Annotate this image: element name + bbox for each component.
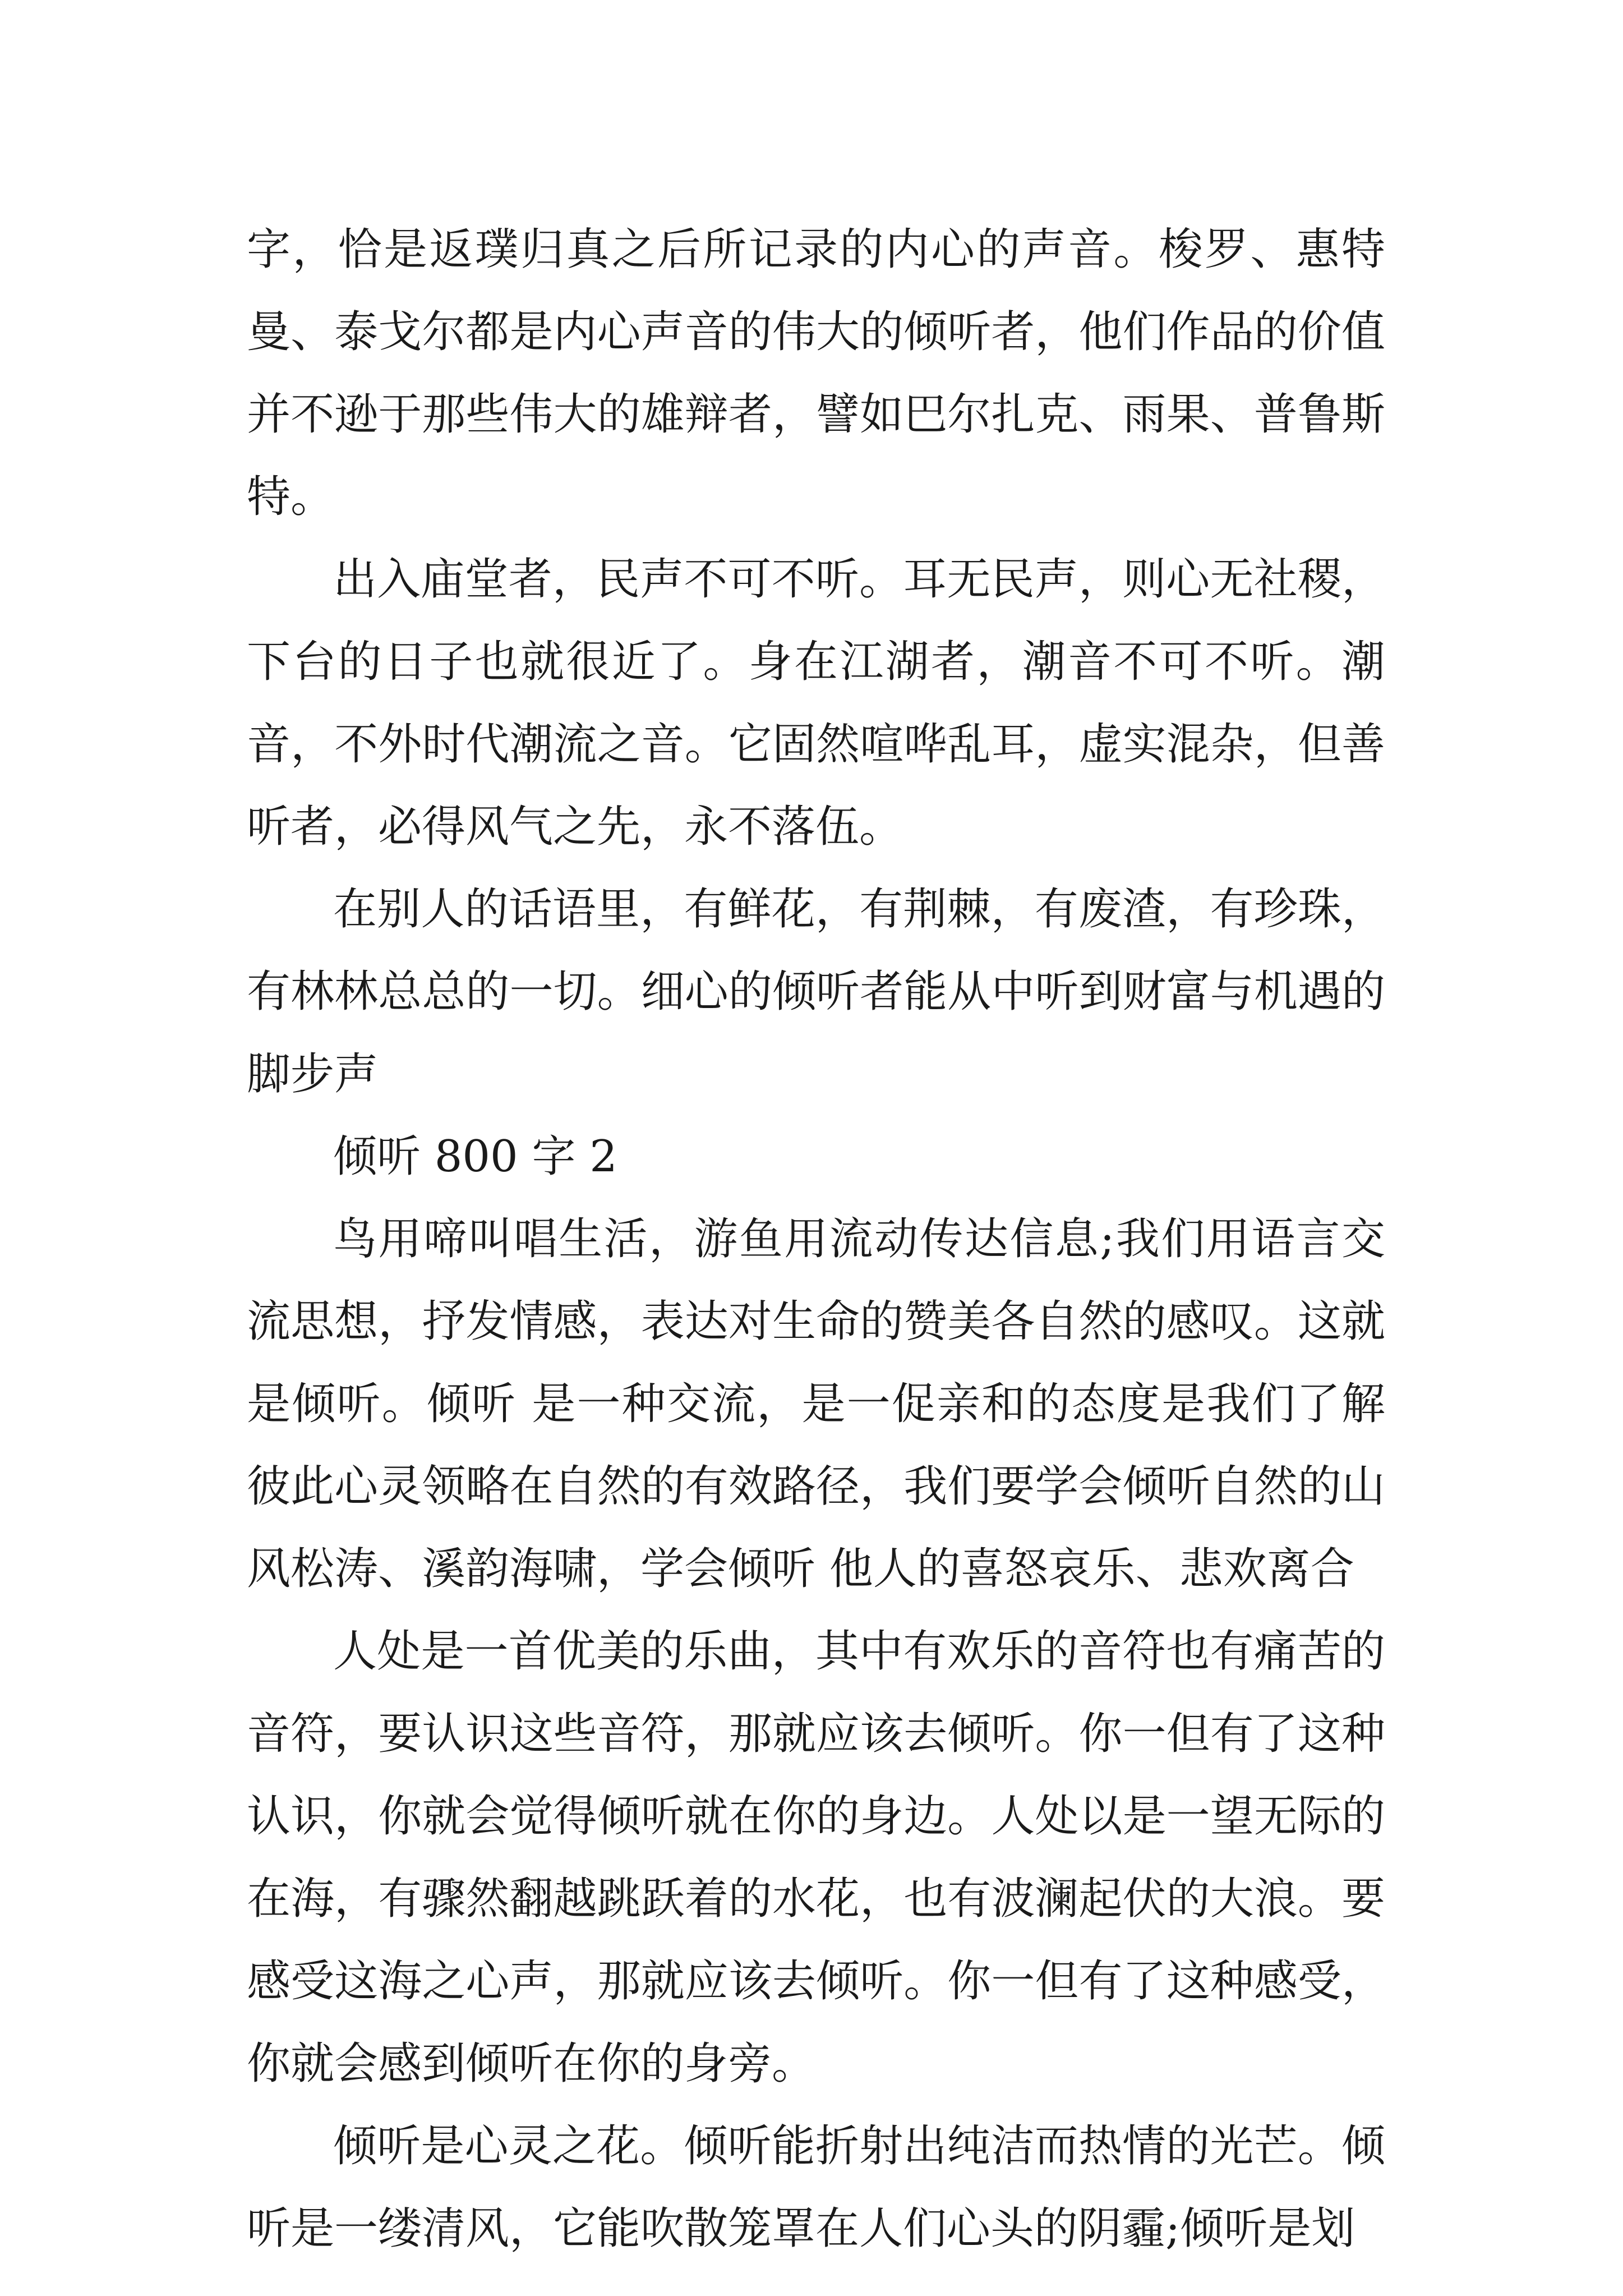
- paragraph-3: 在别人的话语里，有鲜花，有荆棘，有废渣，有珍珠，有林林总总的一切。细心的倾听者能从中听到财富与机遇的脚步声: [247, 884, 1385, 1099]
- paragraph-2: 出入庙堂者，民声不可不听。耳无民声，则心无社稷，下台的日子也就很近了。身在江湖者，潮音不可不听。潮音，不外时代潮流之音。它固然喧哗乱耳，虚实混杂，但善听者，必得风气之先，永不落伍。: [247, 554, 1385, 852]
- paragraph-1: 字，恰是返璞归真之后所记录的内心的声音。梭罗、惠特曼、泰戈尔都是内心声音的伟大的倾听者，他们作品的价值并不逊于那些伟大的雄辩者，譬如巴尔扎克、雨果、普鲁斯特。: [247, 224, 1385, 522]
- paragraph-6: 倾听是心灵之花。倾听能折射出纯洁而热情的光芒。倾听是一缕清风，它能吹散笼罩在人们心头的阴霾;倾听是划: [247, 2121, 1385, 2254]
- section-heading: 倾听 800 字 2: [333, 1131, 617, 1182]
- document-body: [247, 209, 1385, 2270]
- paragraph-4: 鸟用啼叫唱生活，游鱼用流动传达信息;我们用语言交流思想，抒发情感，表达对生命的赞美各自然的感叹。这就是倾听。倾听 是一种交流，是一促亲和的态度是我们了解彼此心灵领略在自然的有效路径，我们要学会倾听自然的山风松涛、溪韵海啸，学会倾听 他人的喜怒哀乐、悲欢离合: [247, 1214, 1385, 1594]
- paragraph-5: 人处是一首优美的乐曲，其中有欢乐的音符也有痛苦的音符，要认识这些音符，那就应该去倾听。你一但有了这种认识，你就会觉得倾听就在你的身边。人处以是一望无际的在海，有骤然翻越跳跃着的水花，也有波澜起伏的大浪。要感受这海之心声，那就应该去倾听。你一但有了这种感受，你就会感到倾听在你的身旁。: [247, 1626, 1385, 2089]
